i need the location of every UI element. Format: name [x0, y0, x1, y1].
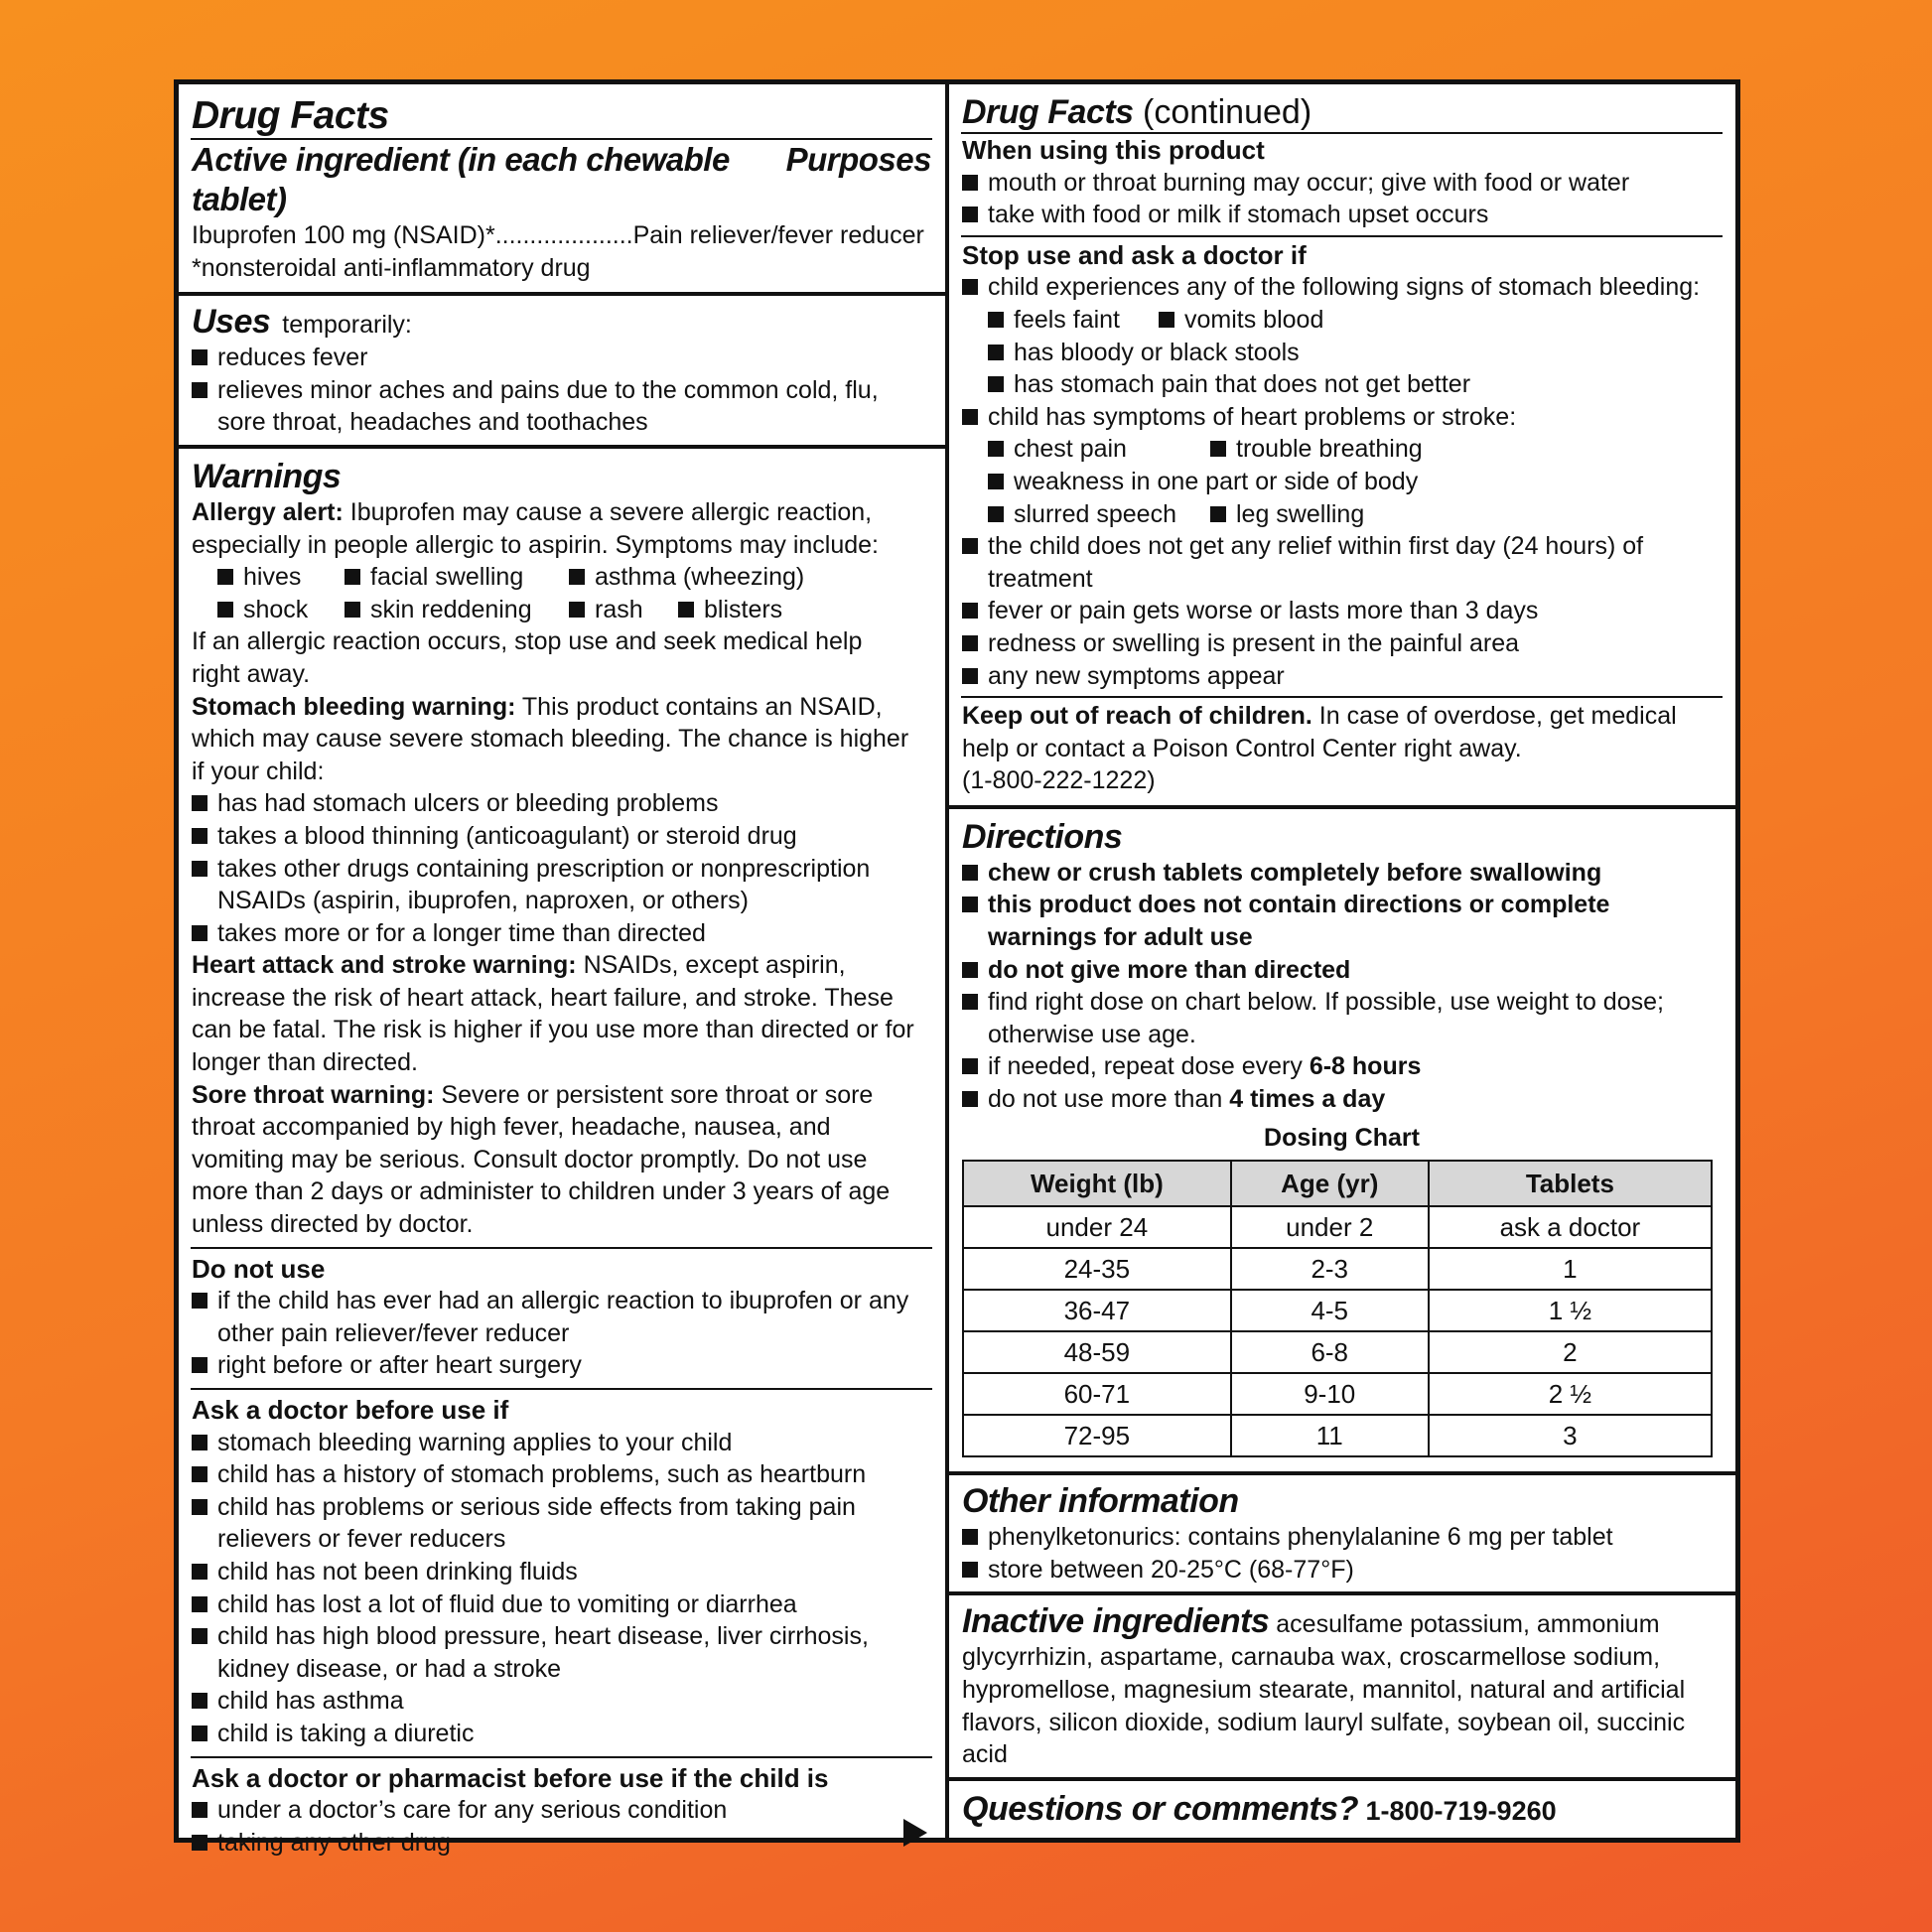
bullet-icon	[678, 594, 704, 626]
other-information-heading: Other information	[962, 1482, 1239, 1521]
bullet-icon	[345, 561, 370, 594]
bullet-icon	[192, 917, 217, 950]
warnings-section: Warnings Allergy alert: Ibuprofen may cause a severe allergic reaction, especially in people allergic to aspirin. Symptoms may include: hives facial swelling asthma (wheezing) shock skin reddening rash blisters If an allergic reaction occurs, stop use and seek medical help right away. Stomach bleeding warning: This product contains an NSAID, which may cause severe stomach bleeding. The chance is higher if your child: has had stomach ulcers or bleeding problems takes a blood thinning (anticoagulant) or steroid drug takes other drugs containing prescription or nonprescription NSAIDs (aspirin, ibuprofen, naproxen, or others) takes more or for a longer time than directed Heart attack and stroke warning: NSAIDs, except aspirin, increase the risk of heart attack, heart failure, and stroke. These can be fatal. The risk is higher if you use more than directed or for longer than directed. Sore throat warning: Severe or persistent sore throat or sore throat accompanied by high fever, headache, nausea, and vomiting may be serious. Consult doctor promptly. Do not use more than 2 days or administer to children under 3 years of age unless directed by doctor. Do not use if the child has ever had an allergic reaction to ibuprofen or any other pain reliever/fever reducer right before or after heart surgery Ask a doctor before use if stomach bleeding warning applies to your child child has a history of stomach problems, such as heartburn child has problems or serious side effects from taking pain relievers or fever reducers child has not been drinking fluids child has lost a lot of fluid due to vomiting or diarrhea child has high blood pressure, heart disease, liver cirrhosis, kidney disease, or had a stroke child has asthma child is taking a diuretic Ask a doctor or pharmacist before use if the child is under a doctor’s care for any serious condition taking any other drug	[179, 449, 945, 1859]
keep-out-label: Keep out of reach of children.	[962, 702, 1312, 731]
bullet-icon	[192, 1794, 217, 1827]
list-item: has bloody or black stools	[962, 337, 1722, 369]
bullet-icon	[962, 530, 988, 563]
drug-facts-label	[174, 79, 1740, 1857]
list-item: the child does not get any relief within first day (24 hours) of	[962, 530, 1722, 563]
heart-warning-label: Heart attack and stroke warning:	[192, 951, 577, 980]
allergy-alert-label: Allergy alert:	[192, 497, 344, 526]
bullet-icon	[962, 271, 988, 304]
list-item: fever or pain gets worse or lasts more than 3 days	[962, 595, 1722, 627]
bullet-icon	[192, 820, 217, 853]
right-column	[949, 84, 1735, 1838]
ask-doctor-section: Ask a doctor before use if stomach bleeding warning applies to your child child has a history of stomach problems, such as heartburn child has problems or serious side effects from taking pain relievers or fever reducers child has not been drinking fluids child has lost a lot of fluid due to vomiting or diarrhea child has high blood pressure, heart disease, liver cirrhosis, kidney disease, or had a stroke child has asthma child is taking a diuretic	[192, 1390, 931, 1750]
list-item: take with food or milk if stomach upset occurs	[962, 199, 1722, 231]
list-item: store between 20-25°C (68-77°F)	[962, 1554, 1722, 1587]
list-item: any new symptoms appear	[962, 660, 1722, 693]
list-item: takes more or for a longer time than directed	[192, 917, 931, 950]
allergy-symptoms-row: hives facial swelling asthma (wheezing)	[192, 561, 931, 594]
bullet-icon	[192, 1349, 217, 1382]
table-row: 24-35 2-3 1	[963, 1248, 1712, 1290]
bullet-icon	[962, 1554, 988, 1587]
uses-section	[179, 296, 945, 449]
list-item: if the child has ever had an allergic reaction to ibuprofen or any	[192, 1285, 931, 1317]
dosing-chart-table	[962, 1160, 1713, 1457]
table-header: Weight (lb)	[963, 1161, 1231, 1206]
bullet-icon	[988, 498, 1014, 531]
bullet-icon	[962, 595, 988, 627]
table-row: under 24 under 2 ask a doctor	[963, 1206, 1712, 1248]
bullet-icon	[962, 857, 988, 890]
questions-heading: Questions or comments?	[962, 1789, 1358, 1828]
drug-facts-title: Drug Facts	[192, 94, 389, 137]
list-item: relieves minor aches and pains due to the common cold, flu,	[192, 374, 931, 407]
bullet-icon	[988, 466, 1014, 498]
list-item: stomach bleeding warning applies to your child	[192, 1427, 931, 1459]
list-item: this product does not contain directions or complete	[962, 889, 1722, 921]
uses-heading: Uses	[192, 303, 271, 342]
list-item: find right dose on chart below. If possible, use weight to dose;	[962, 986, 1722, 1019]
list-item: child has problems or serious side effects from taking pain	[192, 1491, 931, 1524]
questions-phone: 1-800-719-9260	[1357, 1795, 1557, 1826]
bullet-icon	[192, 374, 217, 407]
bullet-icon	[192, 1685, 217, 1718]
inactive-ingredients-section: Inactive ingredients acesulfame potassium, ammonium glycyrrhizin, aspartame, carnauba wax, croscarmellose sodium, hypromellose, magnesium stearate, mannitol, natural and artificial flavors, silicon dioxide, sodium lauryl sulfate, soybean oil, succinic acid	[949, 1595, 1735, 1780]
bullet-icon	[962, 401, 988, 434]
list-item: child has high blood pressure, heart disease, liver cirrhosis,	[192, 1620, 931, 1653]
list-item: taking any other drug	[192, 1827, 931, 1860]
uses-lead: temporarily:	[282, 311, 412, 340]
list-item: takes a blood thinning (anticoagulant) or steroid drug	[192, 820, 931, 853]
list-item: child experiences any of the following signs of stomach bleeding:	[962, 271, 1722, 304]
bullet-icon	[192, 1427, 217, 1459]
bullet-icon	[962, 167, 988, 200]
bullet-icon	[962, 627, 988, 660]
list-item: if needed, repeat dose every 6-8 hours	[962, 1050, 1722, 1083]
dosing-chart-title: Dosing Chart	[1264, 1123, 1420, 1152]
table-row: 36-47 4-5 1 ½	[963, 1290, 1712, 1331]
list-item-continuation: sore throat, headaches and toothaches	[217, 408, 648, 437]
stop-use-heading: Stop use and ask a doctor if	[962, 239, 1307, 270]
bullet-icon	[217, 561, 243, 594]
bullet-icon	[217, 594, 243, 626]
bullet-icon	[192, 1588, 217, 1621]
active-ingredient-heading: Active ingredient (in each chewable tablet)	[192, 141, 730, 217]
list-item: phenylketonurics: contains phenylalanine 6 mg per tablet	[962, 1521, 1722, 1554]
list-item: has had stomach ulcers or bleeding problems	[192, 787, 931, 820]
list-item: child has lost a lot of fluid due to vomiting or diarrhea	[192, 1588, 931, 1621]
list-item: takes other drugs containing prescription or nonprescription	[192, 853, 931, 886]
bullet-icon	[1210, 433, 1236, 466]
bullet-icon	[962, 986, 988, 1019]
list-item: under a doctor’s care for any serious condition	[192, 1794, 931, 1827]
active-ingredient-line: Ibuprofen 100 mg (NSAID)*....................Pain reliever/fever reducer	[192, 221, 924, 249]
bullet-icon	[192, 1491, 217, 1524]
bullet-icon	[1210, 498, 1236, 531]
bullet-icon	[192, 1718, 217, 1750]
sore-throat-warning-label: Sore throat warning:	[192, 1080, 435, 1109]
list-item: weakness in one part or side of body	[962, 466, 1722, 498]
bullet-icon	[192, 1285, 217, 1317]
bullet-icon	[192, 853, 217, 886]
ask-pharmacist-heading: Ask a doctor or pharmacist before use if the child is	[192, 1762, 829, 1793]
when-using-heading: When using this product	[962, 135, 1265, 165]
bullet-icon	[192, 787, 217, 820]
list-item: reduces fever	[192, 342, 931, 374]
do-not-use-section: Do not use if the child has ever had an allergic reaction to ibuprofen or any other pain reliever/fever reducer right before or after heart surgery	[192, 1249, 931, 1382]
list-item: chew or crush tablets completely before swallowing	[962, 857, 1722, 890]
list-item: right before or after heart surgery	[192, 1349, 931, 1382]
drug-facts-continued-title: Drug Facts	[962, 93, 1134, 131]
bullet-icon	[988, 433, 1014, 466]
active-ingredient-section	[179, 84, 945, 296]
bullet-icon	[988, 337, 1014, 369]
other-information-section	[949, 1475, 1735, 1595]
continued-section: Drug Facts (continued) When using this product mouth or throat burning may occur; give with food or water take with food or milk if stomach upset occurs Stop use and ask a doctor if child experiences any of the following signs of stomach bleeding: feels faint vomits blood has bloody or black stools has stomach pain that does not get better child has symptoms of heart problems or stroke: chest pain trouble breathing weakness in one part or side of body slurred speech leg swelling the child does not get any relief within first day (24 hours) of treatment fever or pain gets worse or lasts more than 3 days redness or swelling is present in the painful area any new symptoms appear Keep out of reach of children. In case of overdose, get medical help or contact a Poison Control Center right away. (1-800-222-1222)	[949, 84, 1735, 809]
purposes-heading: Purposes	[785, 141, 931, 178]
bullet-icon	[962, 1083, 988, 1116]
inactive-ingredients-heading: Inactive ingredients	[962, 1602, 1270, 1641]
bullet-icon	[962, 954, 988, 987]
list-item: do not give more than directed	[962, 954, 1722, 987]
list-item: child has not been drinking fluids	[192, 1556, 931, 1588]
ask-doctor-heading: Ask a doctor before use if	[192, 1395, 509, 1425]
list-item: child is taking a diuretic	[192, 1718, 931, 1750]
bullet-icon	[962, 199, 988, 231]
bullet-icon	[569, 594, 595, 626]
bullet-icon	[962, 1521, 988, 1554]
bullet-icon	[569, 561, 595, 594]
list-item: child has asthma	[192, 1685, 931, 1718]
bullet-icon	[962, 889, 988, 921]
bullet-icon	[192, 1827, 217, 1860]
questions-section	[949, 1781, 1735, 1838]
bullet-icon	[962, 660, 988, 693]
bullet-icon	[192, 1620, 217, 1653]
continued-arrow-icon	[903, 1819, 927, 1847]
list-item: mouth or throat burning may occur; give with food or water	[962, 167, 1722, 200]
list-item: has stomach pain that does not get better	[962, 368, 1722, 401]
bullet-icon	[962, 1050, 988, 1083]
table-header: Tablets	[1429, 1161, 1712, 1206]
bullet-icon	[192, 1556, 217, 1588]
directions-section: Directions chew or crush tablets completely before swallowing this product does not contain directions or complete warnings for adult use do not give more than directed find right dose on chart below. If possible, use weight to dose; otherwise use age. if needed, repeat dose every 6-8 hours do not use more than 4 times a day Dosing Chart Weight (lb) Age (yr) Tablets under 24 under 2 ask a doctor 24-35 2-3 1 36-47 4-5 1 ½ 48-59 6-8 2 60-71 9-10 2 ½ 72-95 11 3	[949, 809, 1735, 1475]
table-row: 60-71 9-10 2 ½	[963, 1373, 1712, 1415]
table-header: Age (yr)	[1231, 1161, 1429, 1206]
stomach-warning-label: Stomach bleeding warning:	[192, 692, 516, 721]
left-column	[179, 84, 949, 1857]
bullet-icon	[988, 304, 1014, 337]
bullet-icon	[345, 594, 370, 626]
ask-pharmacist-section	[192, 1758, 931, 1860]
table-row: 72-95 11 3	[963, 1415, 1712, 1456]
warnings-heading: Warnings	[192, 457, 342, 495]
directions-heading: Directions	[962, 817, 1123, 856]
bullet-icon	[192, 1458, 217, 1491]
active-ingredient-note: *nonsteroidal anti-inflammatory drug	[192, 253, 591, 282]
list-item: do not use more than 4 times a day	[962, 1083, 1722, 1116]
bullet-icon	[988, 368, 1014, 401]
bullet-icon	[192, 342, 217, 374]
list-item: redness or swelling is present in the painful area	[962, 627, 1722, 660]
bullet-icon	[1159, 304, 1184, 337]
table-row: 48-59 6-8 2	[963, 1331, 1712, 1373]
list-item: child has a history of stomach problems, such as heartburn	[192, 1458, 931, 1491]
do-not-use-heading: Do not use	[192, 1253, 326, 1284]
allergy-symptoms-row: shock skin reddening rash blisters	[192, 594, 931, 626]
list-item: child has symptoms of heart problems or stroke:	[962, 401, 1722, 434]
